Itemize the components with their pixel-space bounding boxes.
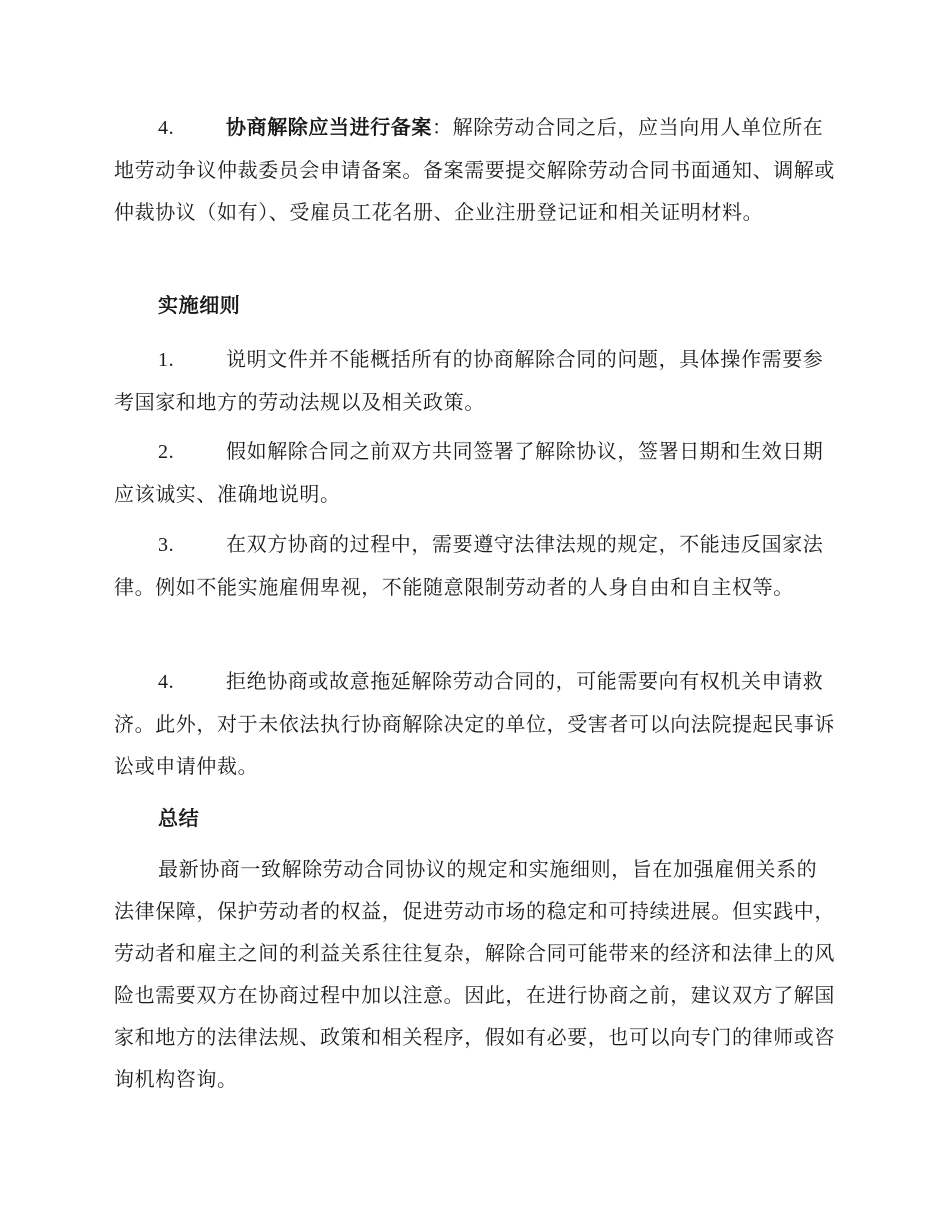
list-item: [114, 430, 836, 515]
summary-paragraph: 最新协商一致解除劳动合同协议的规定和实施细则，旨在加强雇佣关系的法律保障，保护劳动者的权益，促进劳动市场的稳定和可持续进展。但实践中，劳动者和雇主之间的利益关系往往复杂，解除合同可能带来的经济和法律上的风险也需要双方在协商过程中加以注意。因此，在进行协商之前，建议双方了解国家和地方的法律法规、政策和相关程序，假如有必要，也可以向专门的律师或咨询机构咨询。: [114, 857, 835, 1091]
item-number: 1.: [158, 349, 175, 371]
list-item-filing: [114, 106, 836, 233]
item-number: 4.: [158, 671, 175, 693]
item-text: 假如解除合同之前双方共同签署了解除协议，签署日期和生效日期应该诚实、准确地说明。: [114, 439, 824, 506]
item-number: 2.: [158, 441, 175, 463]
item-number: 4.: [158, 117, 175, 139]
item-text: 拒绝协商或故意拖延解除劳动合同的，可能需要向有权机关申请救济。此外，对于未依法执行协商解除决定的单位，受害者可以向法院提起民事诉讼或申请仲裁。: [114, 669, 835, 778]
list-item: [114, 660, 836, 787]
item-text: 说明文件并不能概括所有的协商解除合同的问题，具体操作需要参考国家和地方的劳动法规以及相关政策。: [114, 347, 824, 414]
item-number: 3.: [158, 534, 175, 556]
list-item: [114, 523, 836, 608]
item-text: 在双方协商的过程中，需要遵守法律法规的规定，不能违反国家法律。例如不能实施雇佣卑视，不能随意限制劳动者的人身自由和自主权等。: [114, 532, 824, 599]
section-heading-summary: 总结: [158, 806, 200, 830]
item-bold-lead: 协商解除应当进行备案: [226, 115, 432, 139]
item-text: ：解除劳动合同之后，应当向用人单位所在地劳动争议仲裁委员会申请备案。备案需要提交解除劳动合同书面通知、调解或仲裁协议（如有）、受雇员工花名册、企业注册登记证和相关证明材料。: [114, 115, 835, 224]
list-item: [114, 338, 836, 423]
section-heading-implementation: 实施细则: [158, 293, 241, 317]
